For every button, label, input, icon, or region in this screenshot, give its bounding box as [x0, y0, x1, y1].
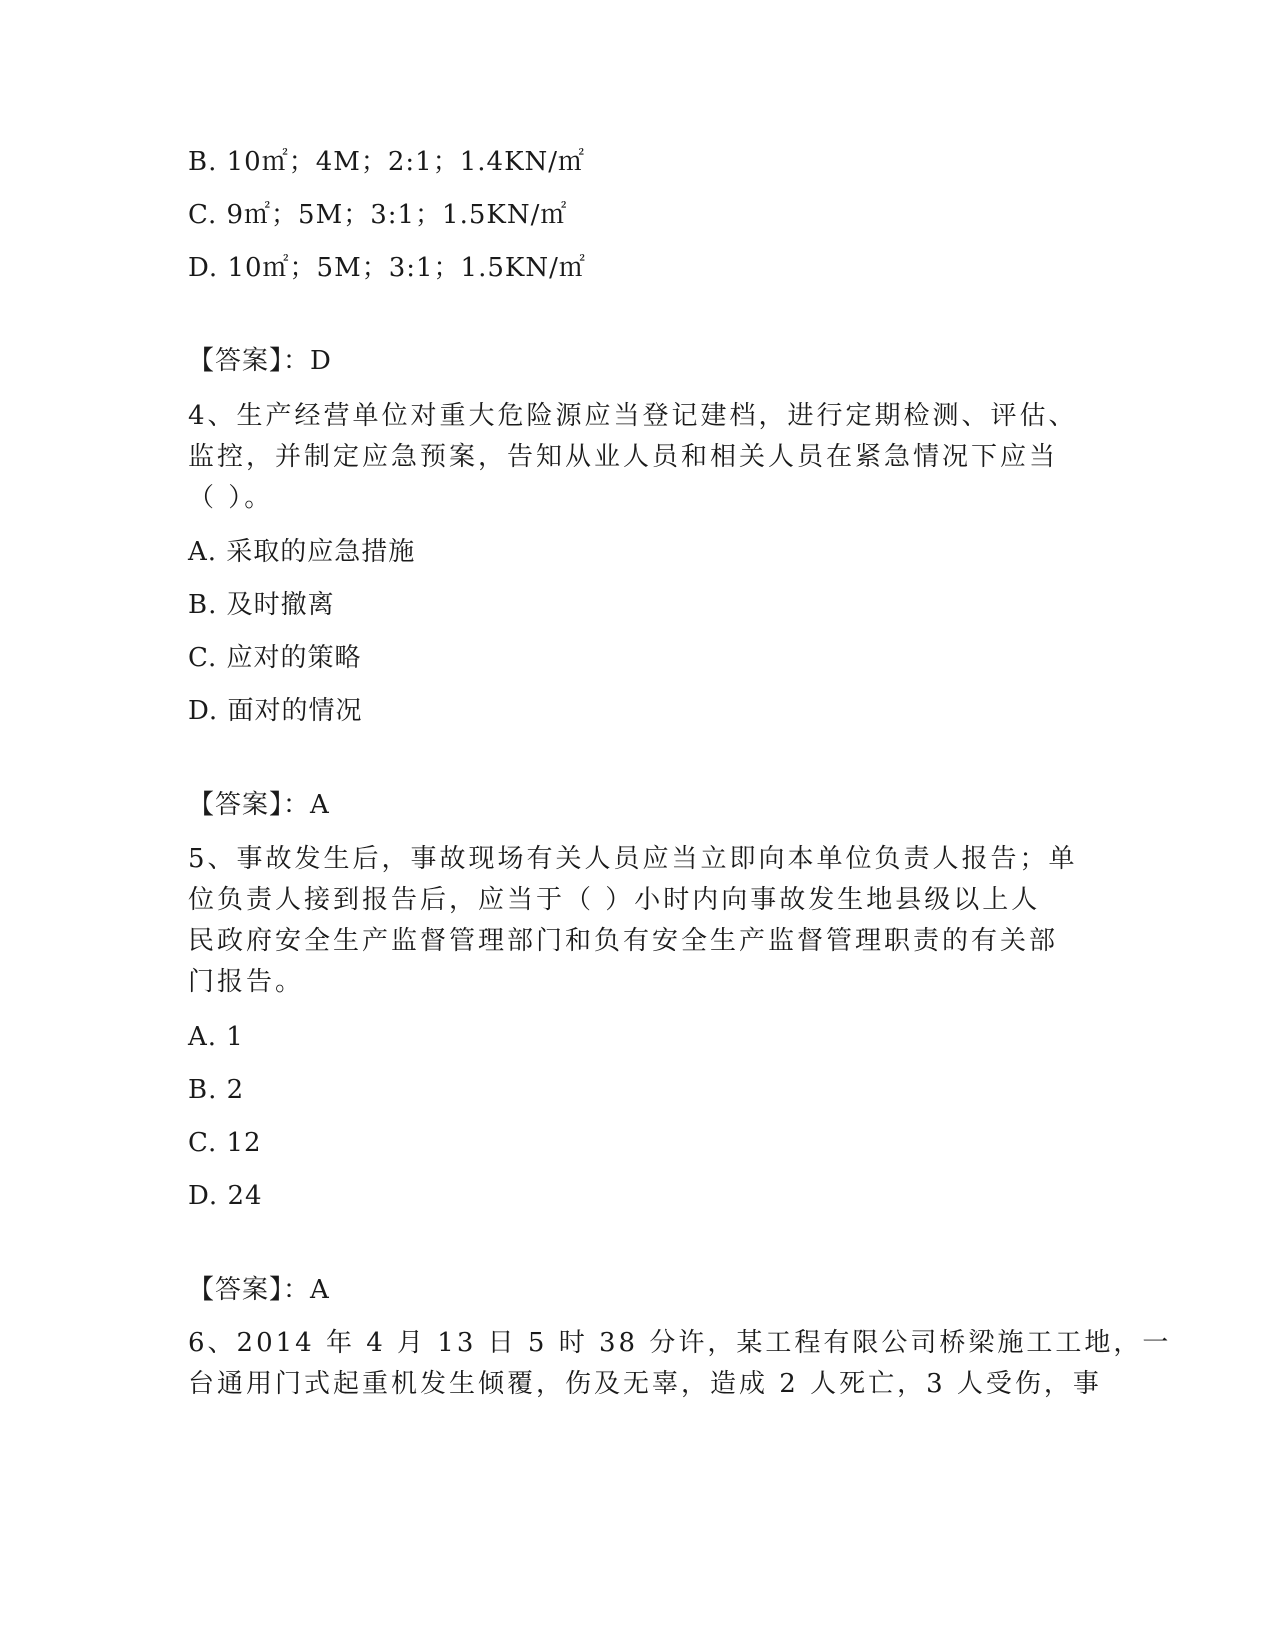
q5-option-d: D. 24 [188, 1181, 263, 1211]
q3-option-d: D. 10㎡；5M；3:1；1.5KN/㎡ [188, 253, 586, 283]
q3-answer: 【答案】：D [188, 346, 332, 376]
q4-option-d: D. 面对的情况 [188, 696, 363, 726]
q5-stem-line-2: 位负责人接到报告后，应当于（ ）小时内向事故发生地县级以上人 [188, 885, 1041, 915]
q5-option-c: C. 12 [188, 1128, 262, 1158]
q3-option-c: C. 9㎡；5M；3:1；1.5KN/㎡ [188, 200, 568, 230]
q5-option-b: B. 2 [188, 1075, 245, 1105]
q5-stem-line-1: 5、事故发生后，事故现场有关人员应当立即向本单位负责人报告；单 [188, 844, 1078, 874]
q4-stem-line-3: （ ）。 [188, 483, 274, 513]
q6-stem-line-2: 台通用门式起重机发生倾覆，伤及无辜，造成 2 人死亡，3 人受伤，事 [188, 1369, 1102, 1399]
q5-stem-line-4: 门报告。 [188, 967, 305, 997]
q5-answer: 【答案】：A [188, 1275, 330, 1305]
q4-option-c: C. 应对的策略 [188, 643, 362, 673]
q4-stem-line-2: 监控，并制定应急预案，告知从业人员和相关人员在紧急情况下应当 [188, 442, 1059, 472]
q4-option-a: A. 采取的应急措施 [188, 537, 416, 567]
q6-stem-line-1: 6、2014 年 4 月 13 日 5 时 38 分许，某工程有限公司桥梁施工工地，一 [188, 1328, 1172, 1358]
q5-option-a: A. 1 [188, 1022, 244, 1052]
q3-option-b: B. 10㎡；4M；2:1；1.4KN/㎡ [188, 147, 586, 177]
q4-option-b: B. 及时撤离 [188, 590, 335, 620]
q4-answer: 【答案】：A [188, 790, 330, 820]
q5-stem-line-3: 民政府安全生产监督管理部门和负有安全生产监督管理职责的有关部 [188, 926, 1059, 956]
q4-stem-line-1: 4、生产经营单位对重大危险源应当登记建档，进行定期检测、评估、 [188, 401, 1078, 431]
